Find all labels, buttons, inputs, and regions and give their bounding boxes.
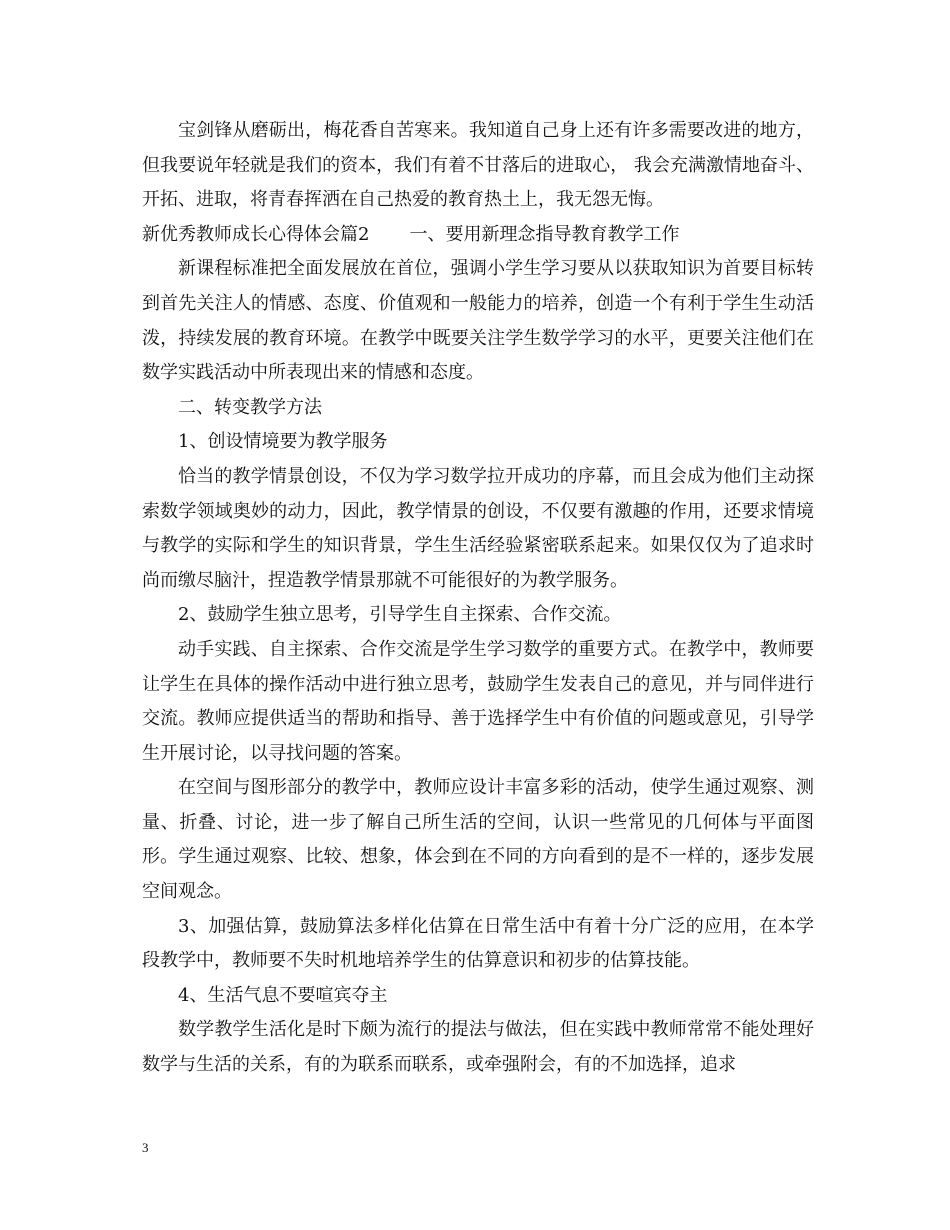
- paragraph-6: 2、鼓励学生独立思考，引导学生自主探索、合作交流。: [178, 604, 622, 626]
- heading-subtitle: 一、要用新理念指导教育教学工作: [409, 223, 680, 245]
- section-heading: [142, 218, 814, 253]
- paragraph-8: 在空间与图形部分的教学中，教师应设计丰富多彩的活动，使学生通过观察、测量、折叠、讨论，进一步了解自己所生活的空间，认识一些常见的几何体与平面图形。学生通过观察、比较、想象，体会到在不同的方向看到的是不一样的，逐步发展空间观念。: [142, 777, 814, 903]
- paragraph-10: 4、生活气息不要喧宾夺主: [178, 984, 388, 1006]
- paragraph-1: 宝剑锋从磨砺出，梅花香自苦寒来。我知道自己身上还有许多需要改进的地方，但我要说年轻就是我们的资本，我们有着不甘落后的进取心， 我会充满激情地奋斗、开拓、进取，将青春挥洒在自己热爱的教育热土上，我无怨无悔。: [142, 120, 814, 211]
- paragraph-2: 新课程标准把全面发展放在首位，强调小学生学习要从以获取知识为首要目标转到首先关注人的情感、态度、价值观和一般能力的培养，创造一个有利于学生生动活泼，持续发展的教育环境。在教学中既要关注学生数学学习的水平，更要关注他们在数学实践活动中所表现出来的情感和态度。: [142, 258, 814, 384]
- document-body: [142, 114, 814, 1083]
- paragraph-3: 二、转变教学方法: [178, 396, 322, 418]
- paragraph-9: 3、加强估算，鼓励算法多样化估算在日常生活中有着十分广泛的应用，在本学段教学中，教师要不失时机地培养学生的估算意识和初步的估算技能。: [142, 915, 814, 972]
- paragraph-11: 数学教学生活化是时下颇为流行的提法与做法，但在实践中教师常常不能处理好数学与生活的关系，有的为联系而联系，或牵强附会，有的不加选择，追求: [142, 1019, 814, 1076]
- heading-title: 新优秀教师成长心得体会篇2: [142, 223, 370, 245]
- paragraph-5: 恰当的教学情景创设，不仅为学习数学拉开成功的序幕，而且会成为他们主动探索数学领域奥妙的动力，因此，教学情景的创设，不仅要有激趣的作用，还要求情境与教学的实际和学生的知识背景，学生生活经验紧密联系起来。如果仅仅为了追求时尚而缴尽脑汁，捏造教学情景那就不可能很好的为教学服务。: [142, 465, 814, 591]
- paragraph-4: 1、创设情境要为教学服务: [178, 431, 388, 453]
- page-number: 3: [142, 1140, 149, 1155]
- paragraph-7: 动手实践、自主探索、合作交流是学生学习数学的重要方式。在教学中，教师要让学生在具体的操作活动中进行独立思考，鼓励学生发表自己的意见，并与同伴进行交流。教师应提供适当的帮助和指导、善于选择学生中有价值的问题或意见，引导学生开展讨论，以寻找问题的答案。: [142, 638, 814, 764]
